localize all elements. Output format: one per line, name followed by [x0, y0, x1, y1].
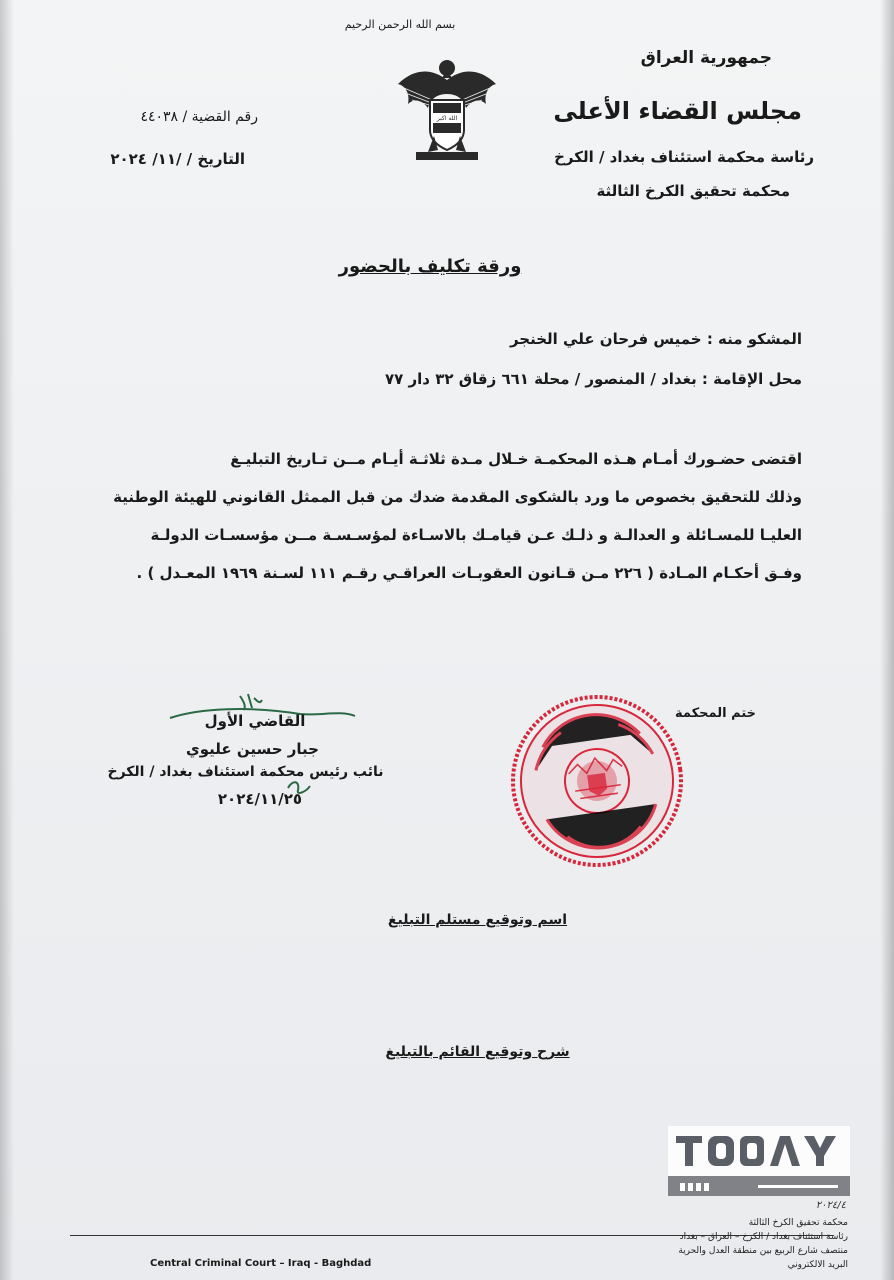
footer-arabic-line: محكمة تحقيق الكرخ الثالثة — [748, 1218, 848, 1228]
watermark-logo-box — [668, 1126, 850, 1176]
today-news-watermark — [668, 1126, 850, 1196]
summons-body — [90, 440, 802, 592]
body-line: وذلك للتحقيق بخصوص ما ورد بالشكوى المقدمة ضدك من قبل الممثل القانوني للهيئة الوطنية — [113, 488, 802, 506]
signature-date: ٢٠٢٤/١١/٢٥ — [217, 790, 303, 808]
page-edge-shadow-right — [880, 0, 894, 1280]
judge-role: نائب رئيس محكمة استئناف بغداد / الكرخ — [107, 764, 384, 780]
document-title: ورقة تكليف بالحضور — [338, 256, 522, 277]
document-date: التاريخ / /١١/ ٢٠٢٤ — [110, 150, 245, 168]
basmala: بسم الله الرحمن الرحيم — [344, 18, 456, 31]
judge-name: جبار حسين عليوي — [186, 740, 319, 758]
watermark-news-strip — [668, 1176, 850, 1196]
footer-english: Central Criminal Court – Iraq - Baghdad — [150, 1258, 372, 1269]
page-edge-shadow-left — [0, 0, 14, 1280]
footer-arabic-line: البريد الالكتروني — [787, 1260, 848, 1270]
council-name: مجلس القضاء الأعلى — [553, 97, 802, 125]
recipient-signature-label: اسم وتوقيع مستلم التبليغ — [387, 912, 568, 928]
footer-arabic-line: رئاسة استئناف بغداد / الكرخ – العراق – بغداد — [679, 1232, 848, 1242]
country-name: جمهورية العراق — [640, 48, 772, 68]
server-explanation-label: شرح وتوقيع القائم بالتبليغ — [385, 1044, 570, 1060]
footer-arabic-line: منتصف شارع الربيع بين منطقة العدل والحرية — [678, 1246, 848, 1256]
body-line: اقتضى حضـورك أمـام هـذه المحكمـة خـلال مـدة ثلاثـة أيـام مــن تـاريخ التبليـغ — [230, 450, 802, 468]
footer-handwritten-date: ٢٠٢٤/٤ — [815, 1200, 846, 1211]
body-line: وفـق أحكـام المـادة ( ٢٢٦ مـن قـانون العقوبـات العراقـي رقـم ١١١ لسـنة ١٩٦٩ المعـدل ) . — [136, 564, 802, 582]
judge-title: القاضي الأول — [204, 712, 306, 730]
presidency-name: رئاسة محكمة استئناف بغداد / الكرخ — [554, 148, 814, 166]
svg-text:الله اكبر: الله اكبر — [436, 115, 458, 122]
court-seal-stamp — [508, 692, 686, 870]
case-number: رقم القضية / ٤٤٠٣٨ — [140, 109, 258, 125]
today-logo-icon — [668, 1126, 850, 1176]
residence-field: محل الإقامة : بغداد / المنصور / محلة ٦٦١ زقاق ٣٢ دار ٧٧ — [384, 370, 802, 388]
body-line: العليـا للمسـائلة و العدالـة و ذلـك عـن قيامـك بالاسـاءة لمؤسـسـة مــن مؤسسـات الدولـة — [150, 526, 802, 544]
court-name: محكمة تحقيق الكرخ الثالثة — [596, 182, 790, 200]
accused-field: المشكو منه : خميس فرحان علي الخنجر — [509, 330, 802, 348]
seal-label: ختم المحكمة — [675, 706, 756, 721]
news-strip-icon — [668, 1176, 850, 1196]
iraq-eagle-emblem-icon — [392, 50, 502, 162]
